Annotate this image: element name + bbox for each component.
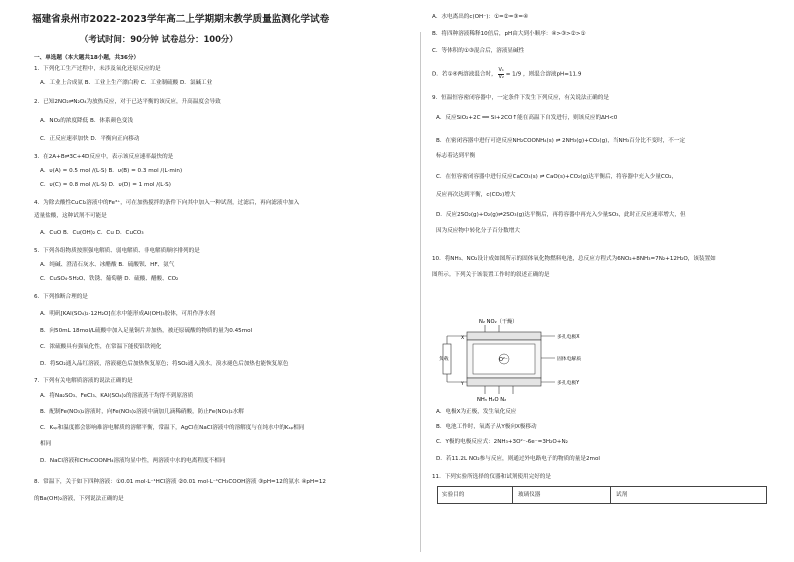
section-heading: 一、单选题（本大题共18小题，共36分） [34, 55, 140, 61]
q2-options-ab: A．NO₂的浓度降低 B．体系颜色变浅 [40, 118, 133, 124]
electrode-y [467, 378, 541, 386]
q10-option-a: A．电极X为正极，发生氧化反应 [436, 409, 517, 415]
electrode-x [467, 332, 541, 340]
q11-stem: 11．下列实验所选择的仪器和试剂使用完好的是 [432, 474, 551, 480]
q9-option-d: D．反应2SO₂(g)+O₂(g)⇌2SO₃(g)达平衡后，再将容器中再充入少量SO₃，此时正反应速率增大，但 [436, 212, 686, 218]
q9-option-b-cont: 标志着达到平衡 [436, 153, 476, 159]
q8-option-b: B．将四种溶液稀释10倍后，pH由大到小顺序：④>③>②>① [432, 31, 586, 37]
q11-table [437, 486, 767, 504]
q7-option-c-cont: 相同 [40, 441, 52, 447]
q8-option-c: C．等体积的①③混合后，溶液显碱性 [432, 48, 525, 54]
q4-options: A．CuO B．Cu(OH)₂ C．Cu D．CuCO₃ [40, 230, 144, 236]
q3-options-cd: C．υ(C) = 0.8 mol /(L·S) D．υ(D) = 1 mol /(L·S) [40, 182, 171, 188]
q10-option-b: B．电池工作时，氧离子从Y极向X极移动 [436, 424, 537, 430]
q2-options-cd: C．正反应速率加快 D．平衡向正向移动 [40, 136, 140, 142]
q7-option-d: D．NaCl溶液和CH₃COONH₄溶液均显中性，两溶液中水的电离程度不相同 [40, 458, 226, 464]
q8-stem: 8．常温下，关于如下四种溶液：①0.01 mol·L⁻¹HCl溶液 ②0.01 mol·L⁻¹CH₃COOH溶液 ③pH=12的氨水 ④pH=12 [34, 479, 326, 485]
y-label: Y [461, 382, 464, 387]
q10-option-c: C．Y极的电极反应式：2NH₃+3O²⁻-6e⁻=3H₂O+N₂ [436, 439, 568, 445]
q7-stem: 7．下列有关电解质溶液的说法正确的是 [34, 378, 133, 384]
q3-options-ab: A．υ(A) = 0.5 mol /(L·S) B．υ(B) = 0.3 mol /(L·min) [40, 168, 183, 174]
q5-options-cd: C．CuSO₄·5H₂O、铁锈、葡萄糖 D．硫酸、醋酸、CO₂ [40, 276, 179, 282]
load-label: 负载 [439, 357, 449, 362]
q9-option-b: B．在密闭容器中进行可逆反应NH₂COONH₄(s) ⇌ 2NH₃(g)+CO₂(g)，当NH₃百分比不变时，不一定 [436, 138, 686, 144]
q6-option-d: D．将SO₂通入品红溶液，溶液褪色后加热恢复原色；将SO₂通入溴水，溴水褪色后加热也能恢复原色 [40, 361, 289, 367]
q7-option-c: C．Kₛₚ和温度都会影响难溶电解质的溶解平衡，常温下，AgCl在NaCl溶液中的溶解度与在纯水中的Kₛₚ相同 [40, 425, 305, 431]
q5-stem: 5．下列各组物质按照强电解质、弱电解质、非电解质顺序排列的是 [34, 248, 200, 254]
fraction-denominator: V₂ [498, 73, 504, 80]
table-header-purpose: 实验目的 [442, 492, 465, 498]
q8-option-d: D．若①④两溶液混合时， $\frac{\text{V₁}}{\text{V₂}}$ = 1/9 ，则混合溶液pH=11.9 [432, 67, 582, 80]
q7-option-a: A．将Na₂SO₃、FeCl₃、KAl(SO₄)₂的溶液蒸干均得不到原溶质 [40, 393, 194, 399]
q9-stem: 9．恒温恒容密闭容器中，一定条件下发生下列反应，有关说法正确的是 [432, 95, 609, 101]
q4-stem: 4．为除去酸性CuCl₂溶液中的Fe³⁺，可在加热搅拌的条件下向其中加入一种试剂，过滤后，再向滤液中加入 [34, 200, 300, 206]
q8-option-a: A．水电离出的c(OH⁻)：①=②=③=④ [432, 14, 529, 20]
q9-option-c: C．在恒容密闭容器中进行反应CaCO₃(s) ⇌ CaO(s)+CO₂(g)达平衡后，将容器中充入少量CO₂， [436, 174, 678, 180]
legend-electrode-x: 多孔电极X [557, 335, 580, 340]
column-divider [420, 32, 421, 552]
legend-electrode-y: 多孔电极Y [557, 381, 580, 386]
q6-stem: 6．下列推断合理的是 [34, 294, 88, 300]
diagram-bottom-label: NH₃ H₂O N₂ [477, 397, 507, 403]
exam-title: 福建省泉州市2022-2023学年高二上学期期末教学质量监测化学试卷 [32, 14, 330, 25]
q7-option-b: B．配制Fe(NO₃)₂溶液时，向Fe(NO₃)₂溶液中滴加几滴稀硝酸，防止Fe(NO₃)₂水解 [40, 409, 244, 415]
q4-stem-cont: 适量盐酸，这种试剂不可能是 [34, 213, 107, 219]
diagram-top-label: N₂ NO₂（干燥） [479, 319, 518, 325]
q6-option-a: A．明矾[KAl(SO₄)₂·12H₂O]在水中能形成Al(OH)₃胶体，可用作净水剂 [40, 311, 215, 317]
volume-ratio-fraction [498, 68, 503, 80]
q3-stem: 3．在2A+B⇌3C+4D反应中，表示该反应速率最快的是 [34, 154, 174, 160]
fraction-rhs: = 1/9 [505, 71, 522, 78]
exam-info: （考试时间：90分钟 试卷总分：100分） [80, 34, 238, 44]
fraction-numerator: V₁ [498, 67, 504, 73]
q8-stem-cont: 的Ba(OH)₂溶液，下列说法正确的是 [34, 496, 124, 502]
q5-options-ab: A．纯碱、澄清石灰水、冰醋酸 B．硫酸钡、HF、氨气 [40, 262, 175, 268]
q2-stem: 2．已知2NO₂⇌N₂O₄为放热反应，对于已达平衡的该反应，升高温度会导致 [34, 99, 221, 105]
q6-option-c: C．浓硫酸具有强氧化性，在常温下能使铝铁钝化 [40, 344, 162, 350]
q9-option-c-cont: 反应再次达到平衡，c(CO₂)增大 [436, 192, 516, 198]
q1-options: A．工业上合成氨 B．工业上生产漂白粉 C．工业制硫酸 D．氯碱工业 [40, 80, 213, 86]
table-header-glassware: 玻璃仪器 [518, 492, 541, 498]
q10-stem-cont: 图所示。下列关于该装置工作时的叙述正确的是 [432, 272, 550, 278]
legend-electrolyte: 固体电解质 [557, 357, 581, 362]
q10-stem: 10．将NH₃、NO₂设计成如图所示的固体氧化物燃料电池，总反应方程式为6NO₂+8NH₃=7N₂+12H₂O，该装置如 [432, 256, 716, 262]
oxide-ion-label: O²⁻ [499, 357, 508, 363]
q10-option-d: D．若11.2L NO₂参与反应，则通过外电路电子的物质的量是2mol [436, 456, 600, 462]
q9-option-a: A．反应SiO₂+2C ══ Si+2CO↑能在高温下自发进行，则该反应的ΔH<0 [436, 115, 618, 121]
x-label: X [461, 336, 465, 341]
fuel-cell-diagram [437, 316, 601, 404]
q9-option-d-cont: 因为反应物中转化分子百分数增大 [436, 228, 520, 234]
table-header-reagent: 试剂 [616, 492, 628, 498]
q1-stem: 1．下列化工生产过程中，未涉及氧化还原反应的是 [34, 66, 161, 72]
q6-option-b: B．向50mL 18mol/L硫酸中加入足量铜片并加热，被还原硫酸的物质的量为0.45mol [40, 328, 253, 334]
